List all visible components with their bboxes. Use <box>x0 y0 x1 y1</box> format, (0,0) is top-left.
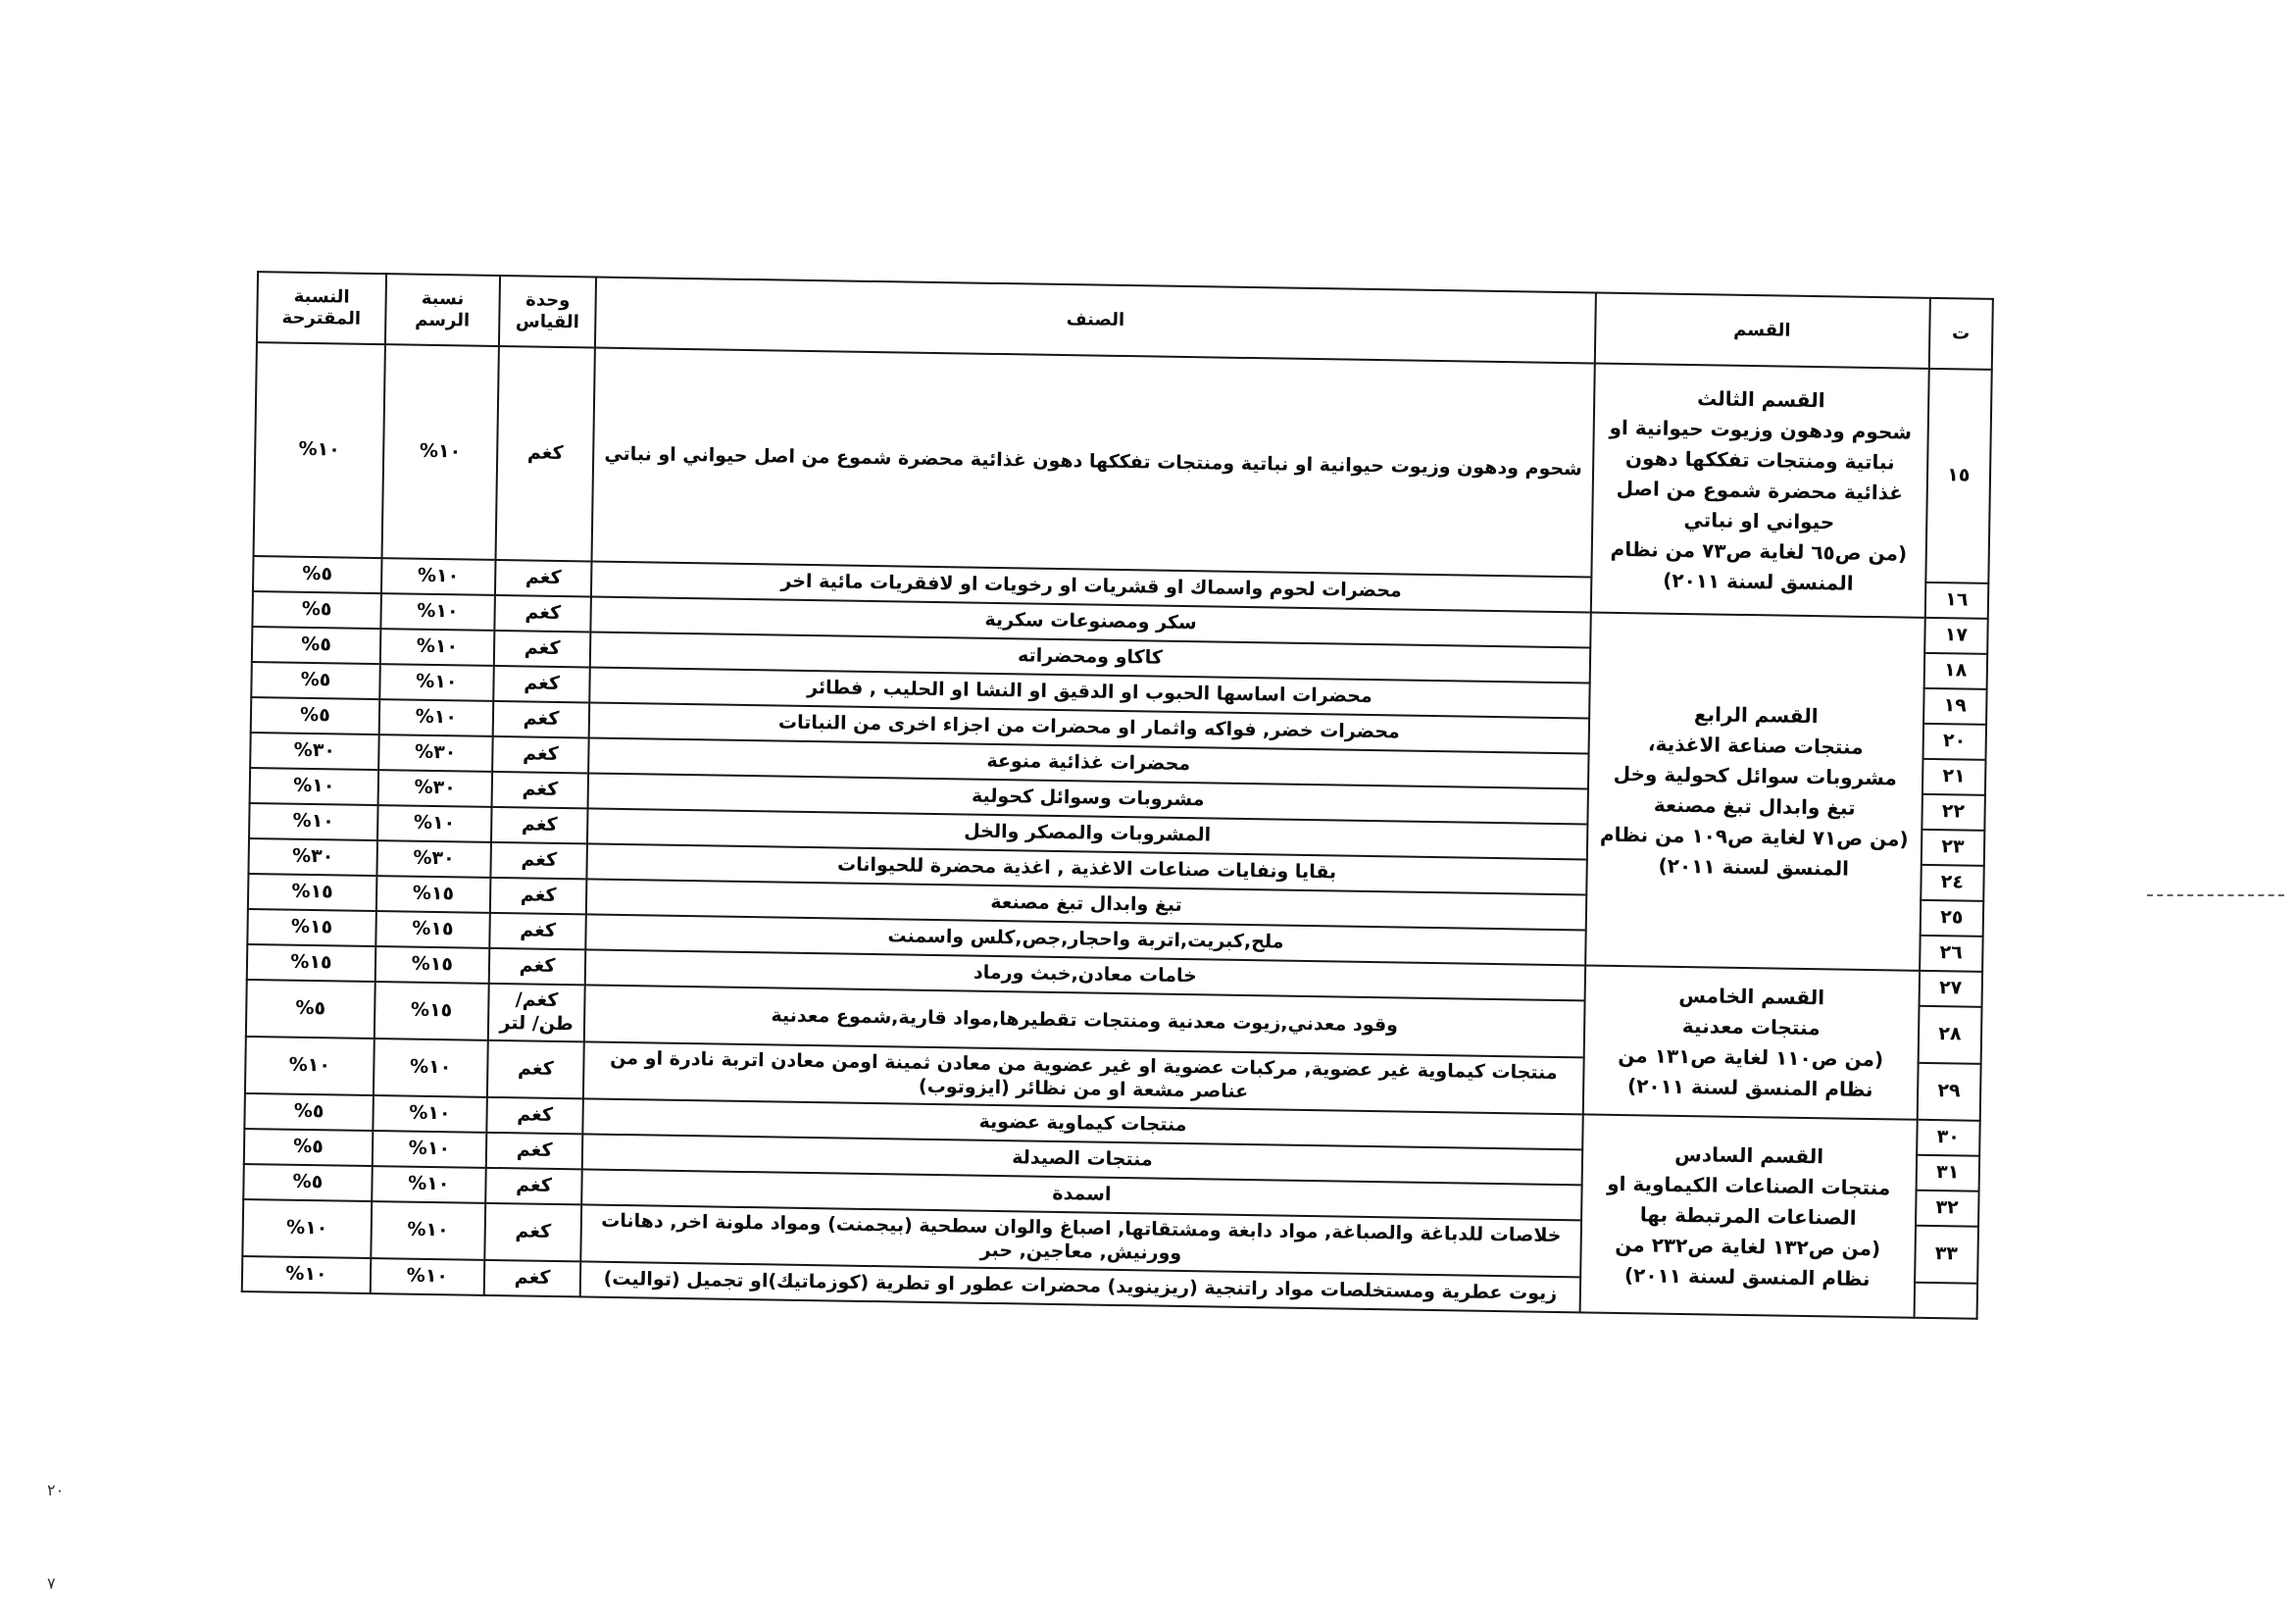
item-cell: مشروبات وسوائل كحولية <box>588 773 1588 824</box>
item-cell: محضرات لحوم واسماك او قشريات او رخويات او لافقريات مائية اخر <box>591 561 1591 612</box>
item-cell: زيوت عطرية ومستخلصات مواد راتنجية (ريزينويد) محضرات عطور او تطرية (كوزماتيك)او تجميل (تواليت) <box>580 1261 1580 1312</box>
unit-cell: كغم <box>487 1040 585 1099</box>
unit-cell: كغم <box>495 560 592 597</box>
margin-mark: ٧ <box>47 1574 56 1593</box>
item-cell: المشروبات والمصكر والخل <box>587 808 1587 859</box>
rate-cell: %١٠ <box>381 344 498 560</box>
header-seq: ت <box>1928 298 1992 370</box>
proposed-cell: %٥ <box>244 1129 373 1166</box>
section-title: القسم الرابع <box>1693 702 1819 729</box>
seq-cell: ١٨ <box>1923 653 1987 689</box>
rate-cell: %١٠ <box>379 699 493 736</box>
rate-cell: %١٠ <box>372 1166 485 1203</box>
seq-cell: ٣١ <box>1916 1155 1979 1191</box>
header-item: الصنف <box>595 278 1595 364</box>
margin-mark: ٢٠ <box>47 1481 65 1499</box>
item-cell: بقايا ونفايات صناعات الاغذية , اغذية محضرة للحيوانات <box>587 843 1587 894</box>
section-cell <box>1579 1114 1917 1317</box>
rate-cell: %٣٠ <box>377 770 491 807</box>
item-cell: محضرات خضر, فواكه واثمار او محضرات من اجزاء اخرى من النباتات <box>589 702 1589 753</box>
seq-cell: ٢٣ <box>1921 830 1984 866</box>
unit-cell: كغم/ طن/ لتر <box>488 984 586 1042</box>
seq-cell: ٣٣ <box>1915 1226 1978 1284</box>
item-cell: خامات معادن,خبث ورماد <box>585 949 1585 1000</box>
header-proposed: النسبة المقترحة <box>257 272 386 344</box>
proposed-cell: %٥ <box>252 591 380 629</box>
section-ref: (من ص١٣٢ لغاية ص٢٣٢ من نظام المنسق لسنة ٢٠١١) <box>1615 1232 1881 1291</box>
section-cell <box>1582 965 1919 1119</box>
header-rate: نسبة الرسم <box>385 274 500 346</box>
tariff-table <box>241 271 1994 1320</box>
header-unit: وحدة القياس <box>499 276 597 348</box>
rate-cell: %١٠ <box>381 558 495 595</box>
unit-cell: كغم <box>490 842 587 880</box>
rate-cell: %١٠ <box>373 1095 486 1133</box>
item-cell: كاكاو ومحضراته <box>590 632 1590 683</box>
section-ref: (من ص١١٠ لغاية ص١٣١ من نظام المنسق لسنة ٢٠١١) <box>1618 1042 1884 1102</box>
proposed-cell: %١٠ <box>249 803 377 840</box>
seq-cell: ١٥ <box>1925 369 1992 583</box>
section-title: القسم السادس <box>1674 1141 1824 1168</box>
rate-cell: %١٥ <box>374 982 489 1040</box>
seq-cell: ٢٧ <box>1919 971 1982 1007</box>
proposed-cell: %١٠ <box>242 1199 372 1258</box>
proposed-cell: %٣٠ <box>250 733 378 770</box>
section-title: القسم الخامس <box>1678 983 1825 1010</box>
item-cell: منتجات الصيدلة <box>582 1134 1582 1185</box>
item-cell: وقود معدني,زيوت معدنية ومنتجات تقطيرها,مواد قارية,شموع معدنية <box>584 985 1584 1057</box>
rate-cell: %٣٠ <box>378 735 492 772</box>
rate-cell: %١٠ <box>374 1038 488 1097</box>
section-desc: منتجات صناعة الاغذية، مشروبات سوائل كحولية وخل تبغ وابدال تبغ مصنعة <box>1613 732 1898 820</box>
proposed-cell: %٥ <box>244 1093 373 1131</box>
seq-cell: ٢٩ <box>1917 1063 1980 1121</box>
proposed-cell: %١٠ <box>245 1037 374 1095</box>
item-cell: محضرات اساسها الحبوب او الدقيق او النشا او الحليب , فطائر <box>590 667 1590 718</box>
unit-cell: كغم <box>488 948 585 986</box>
unit-cell: كغم <box>491 772 588 809</box>
unit-cell: كغم <box>483 1260 580 1297</box>
unit-cell: كغم <box>492 701 589 738</box>
proposed-cell: %٥ <box>246 980 375 1038</box>
seq-cell: ١٦ <box>1924 583 1988 619</box>
seq-cell: ٢٠ <box>1922 724 1986 760</box>
rate-cell: %١٥ <box>376 876 490 913</box>
unit-cell: كغم <box>493 666 590 703</box>
item-cell: محضرات غذائية منوعة <box>589 737 1589 788</box>
seq-cell <box>1914 1283 1977 1319</box>
item-cell: منتجات كيماوية غير عضوية, مركبات عضوية او غير عضوية من معادن ثمينة اومن معادن اتربة نادرة او من عناصر مشعة او من نظائر (ايزوتوب) <box>583 1041 1583 1114</box>
rate-cell: %١٠ <box>371 1201 485 1260</box>
unit-cell: كغم <box>494 595 591 633</box>
proposed-cell: %١٠ <box>254 342 385 558</box>
section-ref: (من ص٧١ لغاية ص١٠٩ من نظام المنسق لسنة ٢٠١١) <box>1599 822 1909 881</box>
section-ref: (من ص٦٥ لغاية ص٧٣ من نظام المنسق لسنة ٢٠١١) <box>1610 536 1908 595</box>
section-title: القسم الثالث <box>1696 385 1825 412</box>
unit-cell: كغم <box>484 1203 582 1262</box>
seq-cell: ٢٦ <box>1920 936 1983 972</box>
unit-cell: كغم <box>494 631 591 668</box>
item-cell: خلاصات للدباغة والصباغة, مواد دابغة ومشتقاتها, اصباغ والوان سطحية (بيجمنت) ومواد ملونة اخر, دهانات وورنيش, معاجين, حبر <box>581 1204 1581 1277</box>
seq-cell: ٢٥ <box>1920 900 1983 937</box>
rate-cell: %١٥ <box>375 911 489 948</box>
unit-cell: كغم <box>490 878 587 915</box>
seq-cell: ٣٠ <box>1917 1120 1980 1156</box>
seq-cell: ٢٤ <box>1921 865 1984 901</box>
item-cell: منتجات كيماوية عضوية <box>583 1098 1583 1149</box>
seq-cell: ١٧ <box>1924 618 1988 654</box>
proposed-cell: %١٠ <box>250 768 378 805</box>
rate-cell: %٣٠ <box>376 840 490 878</box>
proposed-cell: %٥ <box>251 697 379 735</box>
seq-cell: ٢٨ <box>1918 1006 1981 1064</box>
margin-dash-line <box>2147 894 2284 896</box>
header-section: القسم <box>1594 293 1929 369</box>
rate-cell: %١٠ <box>373 1131 486 1168</box>
rate-cell: %١٠ <box>380 629 494 666</box>
proposed-cell: %٣٠ <box>248 838 376 876</box>
section-cell <box>1590 364 1928 618</box>
rate-cell: %١٠ <box>371 1258 484 1295</box>
proposed-cell: %٥ <box>243 1164 372 1201</box>
rate-cell: %١٥ <box>375 946 489 984</box>
proposed-cell: %٥ <box>252 627 380 664</box>
section-desc: شحوم ودهون وزيوت حيوانية او نباتية ومنتجات تفككها دهون غذائية محضرة شموع من اصل حيواني او نباتي <box>1609 415 1913 533</box>
seq-cell: ١٩ <box>1923 688 1987 725</box>
rate-cell: %١٠ <box>377 805 491 842</box>
item-cell: شحوم ودهون وزيوت حيوانية او نباتية ومنتجات تفككها دهون غذائية محضرة شموع من اصل حيواني او نباتي <box>592 348 1594 578</box>
unit-cell: كغم <box>495 346 595 562</box>
seq-cell: ٢٢ <box>1922 794 1985 831</box>
proposed-cell: %٥ <box>251 662 379 699</box>
item-cell: تبغ وابدال تبغ مصنعة <box>586 879 1586 930</box>
proposed-cell: %١٥ <box>247 909 375 946</box>
unit-cell: كغم <box>489 913 586 950</box>
section-cell <box>1585 612 1925 970</box>
seq-cell: ٣٢ <box>1916 1190 1979 1227</box>
item-cell: سكر ومصنوعات سكرية <box>591 596 1591 647</box>
proposed-cell: %١٥ <box>247 944 375 982</box>
seq-cell: ٢١ <box>1922 759 1986 795</box>
item-cell: ملح,كبريت,اتربة واحجار,جص,كلس واسمنت <box>586 914 1586 965</box>
item-cell: اسمدة <box>582 1169 1582 1220</box>
section-desc: منتجات الصناعات الكيماوية او الصناعات المرتبطة بها <box>1607 1171 1891 1230</box>
proposed-cell: %١٥ <box>248 874 376 911</box>
section-desc: منتجات معدنية <box>1681 1014 1821 1040</box>
unit-cell: كغم <box>486 1097 583 1135</box>
rate-cell: %١٠ <box>380 593 494 631</box>
unit-cell: كغم <box>492 736 589 774</box>
rate-cell: %١٠ <box>379 664 493 701</box>
proposed-cell: %١٠ <box>242 1256 371 1293</box>
unit-cell: كغم <box>485 1168 582 1205</box>
unit-cell: كغم <box>486 1133 583 1170</box>
proposed-cell: %٥ <box>253 556 381 593</box>
table-row <box>254 342 1992 583</box>
unit-cell: كغم <box>491 807 588 844</box>
